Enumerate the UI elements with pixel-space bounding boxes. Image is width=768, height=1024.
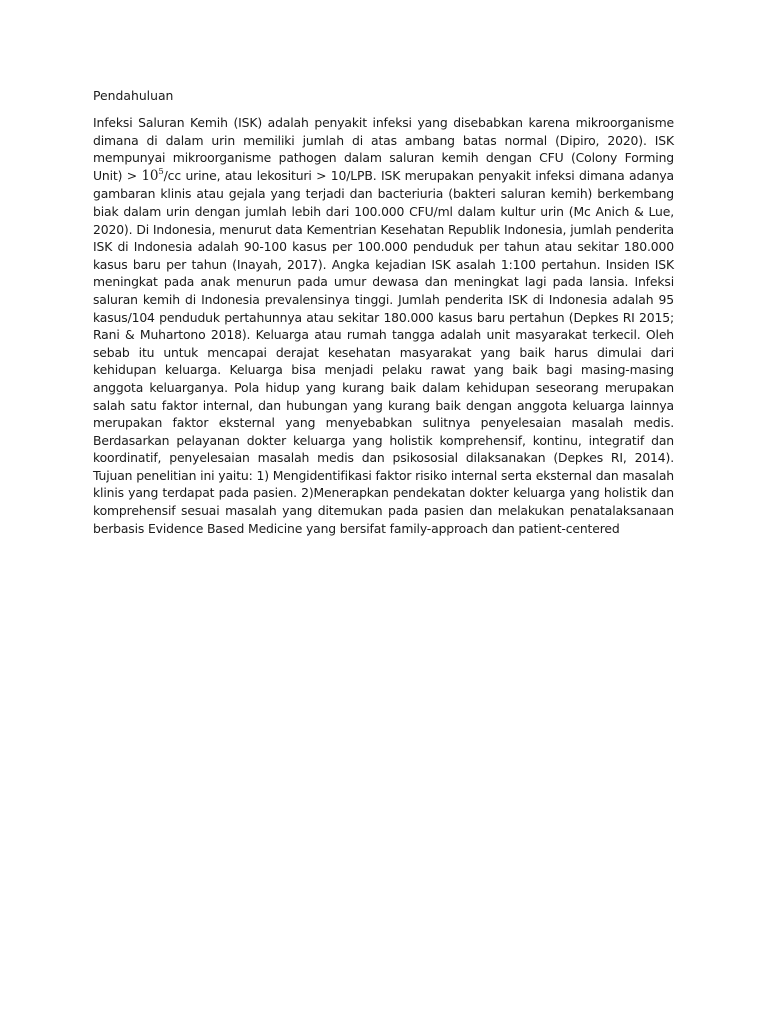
section-heading: Pendahuluan	[93, 88, 174, 103]
document-body	[93, 86, 674, 537]
math-expression	[141, 168, 163, 184]
paragraph-text-part1: Infeksi Saluran Kemih (ISK) adalah penyakit infeksi yang disebabkan karena mikroorganisme dimana di dalam urin memiliki jumlah di atas ambang batas normal (Dipiro, 2020). ISK mempunyai mikroorganisme pathogen dalam saluran kemih dengan CFU (Colony Forming Unit) >	[93, 115, 674, 183]
math-base: 10	[141, 167, 159, 184]
paragraph-text-part2: /cc urine, atau lekosituri > 10/LPB. ISK merupakan penyakit infeksi dimana adanya gambaran klinis atau gejala yang terjadi dan bacteriuria (bakteri saluran kemih) berkembang biak dalam urin dengan jumlah lebih dari 100.000 CFU/ml dalam kultur urin (Mc Anich & Lue, 2020). Di Indonesia, menurut data Kementrian Kesehatan Republik Indonesia, jumlah penderita ISK di Indonesia adalah 90-100 kasus per 100.000 penduduk per tahun atau sekitar 180.000 kasus baru per tahun (Inayah, 2017). Angka kejadian ISK asalah 1:100 pertahun. Insiden ISK meningkat pada anak menurun pada umur dewasa dan meningkat lagi pada lansia. Infeksi saluran kemih di Indonesia prevalensinya tinggi. Jumlah penderita ISK di Indonesia adalah 95 kasus/104 penduduk pertahunnya atau sekitar 180.000 kasus baru pertahun (Depkes RI 2015; Rani & Muhartono 2018). Keluarga atau rumah tangga adalah unit masyarakat terkecil. Oleh sebab itu untuk mencapai derajat kesehatan masyarakat yang baik harus dimulai dari kehidupan keluarga. Keluarga bisa menjadi pelaku rawat yang baik bagi masing-masing anggota keluarganya. Pola hidup yang kurang baik dalam kehidupan seseorang merupakan salah satu faktor internal, dan hubungan yang kurang baik dengan anggota keluarga lainnya merupakan faktor eksternal yang menyebabkan sulitnya penyelesaian masalah medis. Berdasarkan pelayanan dokter keluarga yang holistik komprehensif, kontinu, integratif dan koordinatif, penyelesaian masalah medis dan psikososial dilaksanakan (Depkes RI, 2014). Tujuan penelitian ini yaitu: 1) Mengidentifikasi faktor risiko internal serta eksternal dan masalah klinis yang terdapat pada pasien. 2)Menerapkan pendekatan dokter keluarga yang holistik dan komprehensif sesuai masalah yang ditemukan pada pasien dan melakukan penatalaksanaan berbasis Evidence Based Medicine yang bersifat family-approach dan patient-centered	[93, 167, 674, 536]
math-exponent: 5	[158, 166, 164, 177]
introduction-paragraph	[93, 114, 674, 537]
